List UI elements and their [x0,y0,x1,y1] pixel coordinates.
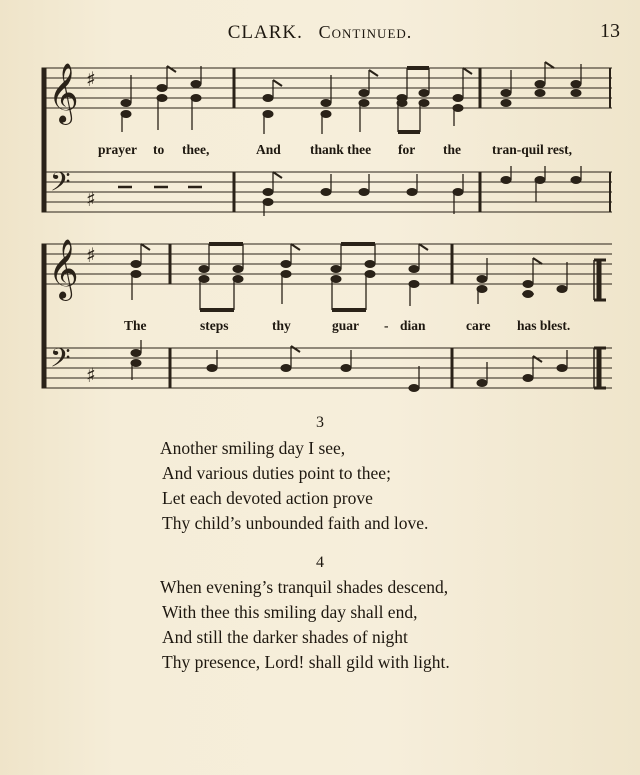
chord [453,68,472,126]
chord [477,258,487,304]
sharp-icon: ♯ [86,243,96,267]
note [501,166,511,184]
chord [131,244,150,300]
bass-notes [118,166,581,216]
lyric-syllable: the [443,142,461,157]
lyric-syllable: for [398,142,416,157]
bass-clef-icon: 𝄢 [50,166,71,204]
note [341,350,351,372]
lyric-syllable: has blest. [517,318,571,333]
system-bracket [42,244,46,388]
note [408,366,420,392]
verse-line: Let each devoted action prove [162,488,373,508]
lyric-syllable: And [256,142,281,157]
note [359,174,369,196]
lyric-syllable: prayer [98,142,137,157]
note [557,350,567,372]
chord [321,75,331,134]
verse-line: Thy presence, Lord! shall gild with light. [162,652,450,672]
verse-line: When evening’s tranquil shades descend, [160,577,449,597]
lyrics-line-1 [98,142,572,157]
stanza-4 [160,575,620,675]
chord [409,244,428,306]
verse-line: With thee this smiling day shall end, [162,602,418,622]
lyric-syllable: guar [332,318,359,333]
treble-clef-icon: 𝄞 [48,63,79,123]
chord [571,64,581,97]
stanza-number: 4 [316,554,324,571]
note [321,174,331,196]
lyric-syllable: The [124,318,147,333]
lyric-syllable: tran-quil rest, [492,142,572,157]
lyric-syllable: to [153,142,165,157]
lyric-syllable: care [466,318,491,333]
treble-clef-icon: 𝄞 [48,239,79,299]
note [407,174,417,196]
continued-label: Continued. [318,22,413,42]
verse-line: Another smiling day I see, [160,438,346,458]
note [535,166,545,202]
note [477,362,487,387]
system-1 [42,62,612,216]
tune-name: CLARK. [227,22,303,43]
verse-line: Thy child’s unbounded faith and love. [162,513,429,533]
chord [121,75,131,132]
bass-clef-icon: 𝄢 [50,342,71,380]
lyric-syllable: steps [200,318,229,333]
stanza-number: 3 [316,414,324,431]
end-barline [594,260,606,388]
lyric-syllable: dian [400,318,426,333]
system-2 [42,239,612,392]
chord [131,340,141,380]
lyrics-line-2 [124,318,570,333]
page-number: 13 [600,20,620,42]
verse-line: And various duties point to thee; [162,463,391,483]
verse-line: And still the darker shades of night [162,627,408,647]
chord [191,66,201,130]
note [207,350,217,372]
lyric-syllable: thee, [182,142,210,157]
system-bracket [42,68,46,212]
sharp-icon: ♯ [86,363,96,387]
lyric-syllable: thy [272,318,291,333]
chord [263,172,282,216]
stanza-3 [160,436,620,536]
note [453,174,463,214]
chord [557,262,567,293]
chord [535,62,554,97]
lyric-syllable: thank thee [310,142,372,157]
note [571,166,581,184]
sharp-icon: ♯ [86,67,96,91]
sharp-icon: ♯ [86,187,96,211]
chord [359,70,378,132]
lyric-syllable: - [384,318,389,333]
